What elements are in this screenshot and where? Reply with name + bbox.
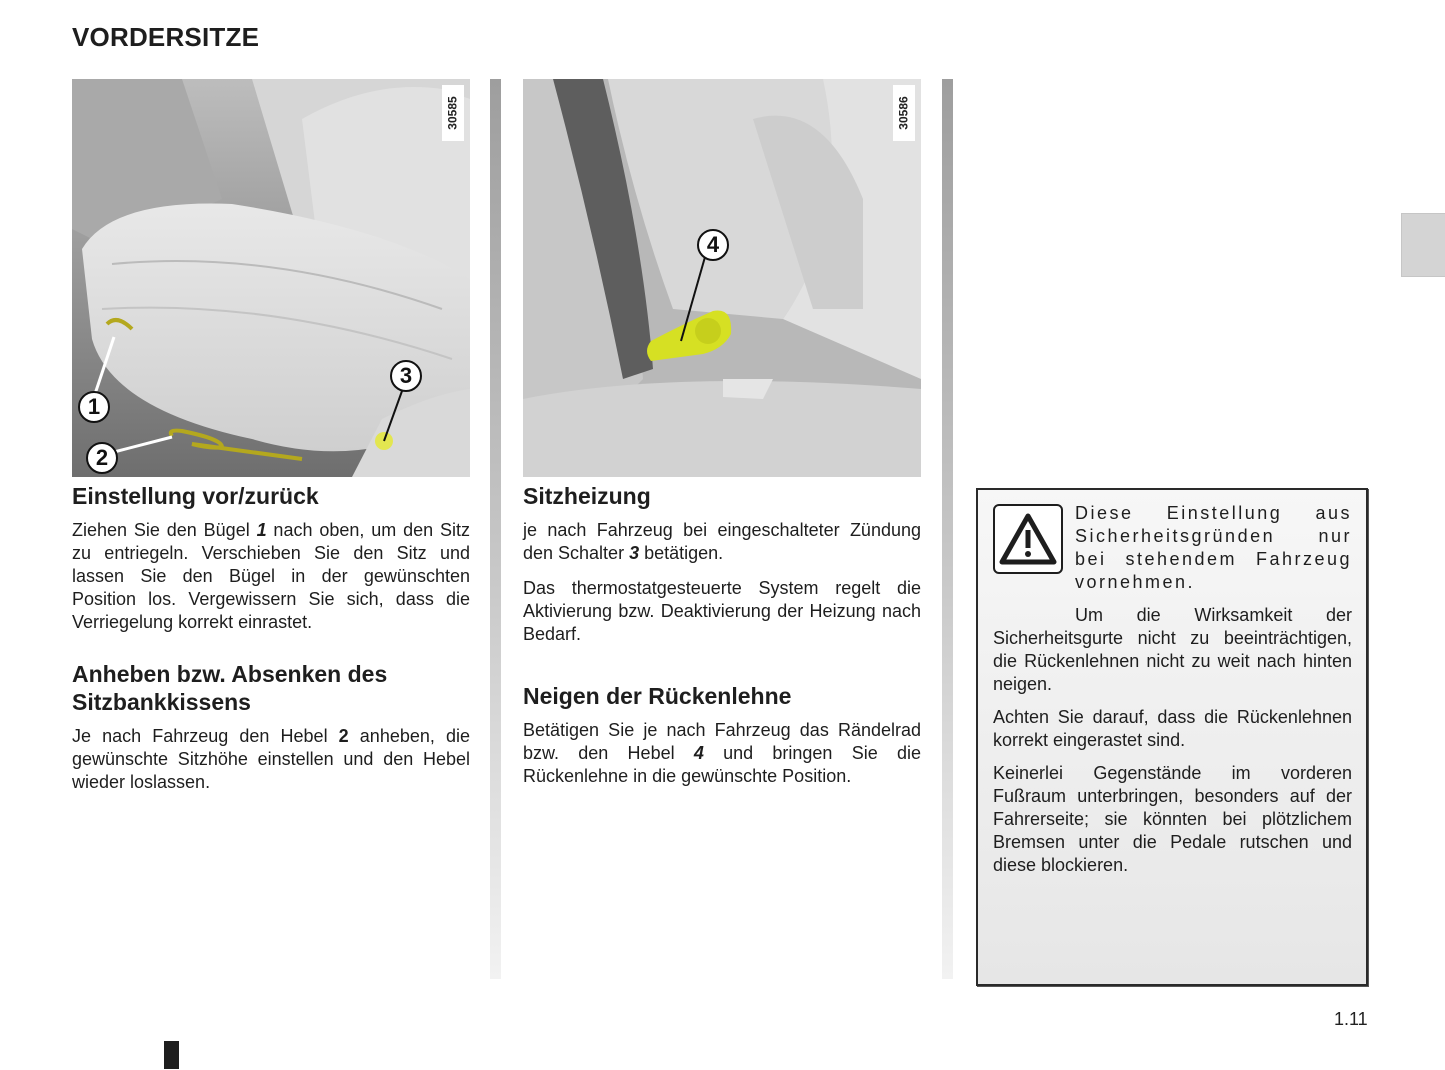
paragraph: Betätigen Sie je nach Fahrzeug das Rändelrad bzw. den Hebel 4 und bringen Sie die Rückenlehne in die gewünschte Position. [523, 720, 921, 786]
paragraph: je nach Fahrzeug bei eingeschalteter Zündung den Schalter 3 betätigen. [523, 520, 921, 563]
section-heading: Sitzheizung [523, 483, 651, 509]
seat-illustration [72, 79, 470, 477]
seat-illustration [523, 79, 921, 477]
warning-paragraph: Achten Sie darauf, dass die Rückenlehnen korrekt eingerastet sind. [993, 707, 1352, 750]
column-divider [490, 79, 501, 979]
warning-paragraph: Um die Wirksamkeit der Sicherheitsgurte nicht zu beeinträchtigen, die Rückenlehnen nicht zu weit nach hinten neigen. [993, 605, 1352, 694]
section-cushion-height [72, 660, 470, 794]
seat-figure-adjustment [72, 79, 470, 477]
chapter-tab-marker [1401, 213, 1445, 277]
section-backrest-tilt [523, 682, 921, 788]
column-middle [523, 79, 921, 788]
warning-triangle-icon [993, 504, 1063, 574]
section-seat-heating [523, 482, 921, 646]
section-fore-aft-adjustment [72, 482, 470, 634]
callout-4: 4 [697, 229, 729, 261]
column-divider [942, 79, 953, 979]
page-number: 1.11 [1334, 1009, 1368, 1029]
section-heading: Einstellung vor/zurück [72, 483, 319, 509]
warning-paragraph: Diese Einstellung aus Sicherheitsgründen nur bei stehendem Fahrzeug vornehmen. [1075, 503, 1352, 592]
page-title: VORDERSITZE [72, 22, 260, 52]
warning-paragraph: Keinerlei Gegenstände im vorderen Fußraum unterbringen, besonders auf der Fahrerseite; sie könnten bei plötzlichem Bremsen unter die Pedale rutschen und diese blockieren. [993, 763, 1352, 875]
paragraph: Das thermostatgesteuerte System regelt die Aktivierung bzw. Deaktivierung der Heizung nach Bedarf. [523, 578, 921, 644]
callout-3: 3 [390, 360, 422, 392]
column-left [72, 79, 470, 794]
warning-box [976, 488, 1368, 986]
figure-code: 30585 [442, 85, 464, 141]
figure-code: 30586 [893, 85, 915, 141]
paragraph: Je nach Fahrzeug den Hebel 2 anheben, die gewünschte Sitzhöhe einstellen und den Hebel wieder loslassen. [72, 726, 470, 792]
callout-1: 1 [78, 391, 110, 423]
section-heading: Anheben bzw. Absenken des Sitzbankkissens [72, 661, 388, 715]
seat-figure-backrest [523, 79, 921, 477]
callout-2: 2 [86, 442, 118, 474]
paragraph: Ziehen Sie den Bügel 1 nach oben, um den Sitz zu entriegeln. Verschieben Sie den Sitz und lassen Sie den Bügel in der gewünschten Position los. Vergewissern Sie sich, dass die Verriegelung korrekt einrastet. [72, 520, 470, 632]
section-heading: Neigen der Rückenlehne [523, 683, 792, 709]
print-crop-mark [164, 1041, 179, 1069]
